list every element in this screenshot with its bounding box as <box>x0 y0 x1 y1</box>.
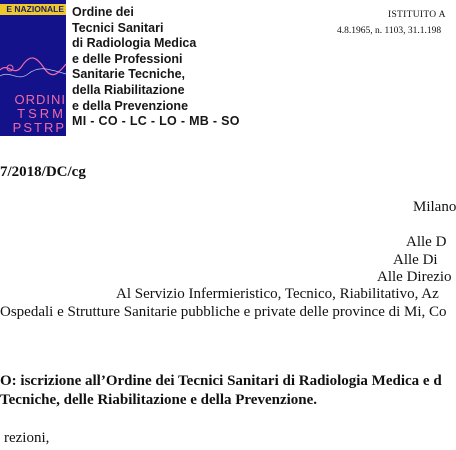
recipient-line: Alle Di <box>393 252 438 268</box>
org-name-line: della Riabilitazione <box>72 82 185 97</box>
logo-text-pstrp: PSTRP <box>12 120 66 135</box>
org-name-line: Tecnici Sanitari <box>72 20 164 35</box>
institution-law: 4.8.1965, n. 1103, 31.1.198 <box>337 26 442 36</box>
logo-text-ordini: ORDINI <box>14 92 66 107</box>
organization-name <box>72 5 240 130</box>
subject-prefix: O: <box>0 373 21 389</box>
recipient-line: Alle D <box>406 234 447 250</box>
org-name-line: di Radiologia Medica <box>72 36 197 51</box>
institution-title: ISTITUITO A <box>388 10 446 20</box>
protocol-number: 7/2018/DC/cg <box>0 164 86 180</box>
subject-line <box>0 373 442 390</box>
logo-text-tsrm: TSRM <box>17 106 66 121</box>
recipient-line: Al Servizio Infermieristico, Tecnico, Riabilitativo, Az <box>116 286 439 302</box>
recipient-line: Alle Direzio <box>377 269 452 285</box>
subject-text: iscrizione all’Ordine dei Tecnici Sanitari di Radiologia Medica e d <box>20 373 442 389</box>
org-name-line: e della Prevenzione <box>72 98 189 113</box>
org-name-line: e delle Professioni <box>72 51 183 66</box>
recipient-line: Ospedali e Strutture Sanitarie pubbliche e private delle province di Mi, Co <box>0 304 447 320</box>
subject-line-continued: Tecniche, delle Riabilitazione e della Prevenzione. <box>0 392 318 408</box>
letter-place: Milano <box>413 199 456 215</box>
logo-top-band: E NAZIONALE <box>0 4 66 15</box>
logo-wave-graphic <box>0 44 66 84</box>
org-name-line: Ordine dei <box>72 5 134 19</box>
greeting: rezioni, <box>4 430 50 446</box>
org-province-codes: MI - CO - LC - LO - MB - SO <box>72 114 240 129</box>
organization-logo <box>0 0 66 136</box>
org-name-line: Sanitarie Tecniche, <box>72 67 186 82</box>
